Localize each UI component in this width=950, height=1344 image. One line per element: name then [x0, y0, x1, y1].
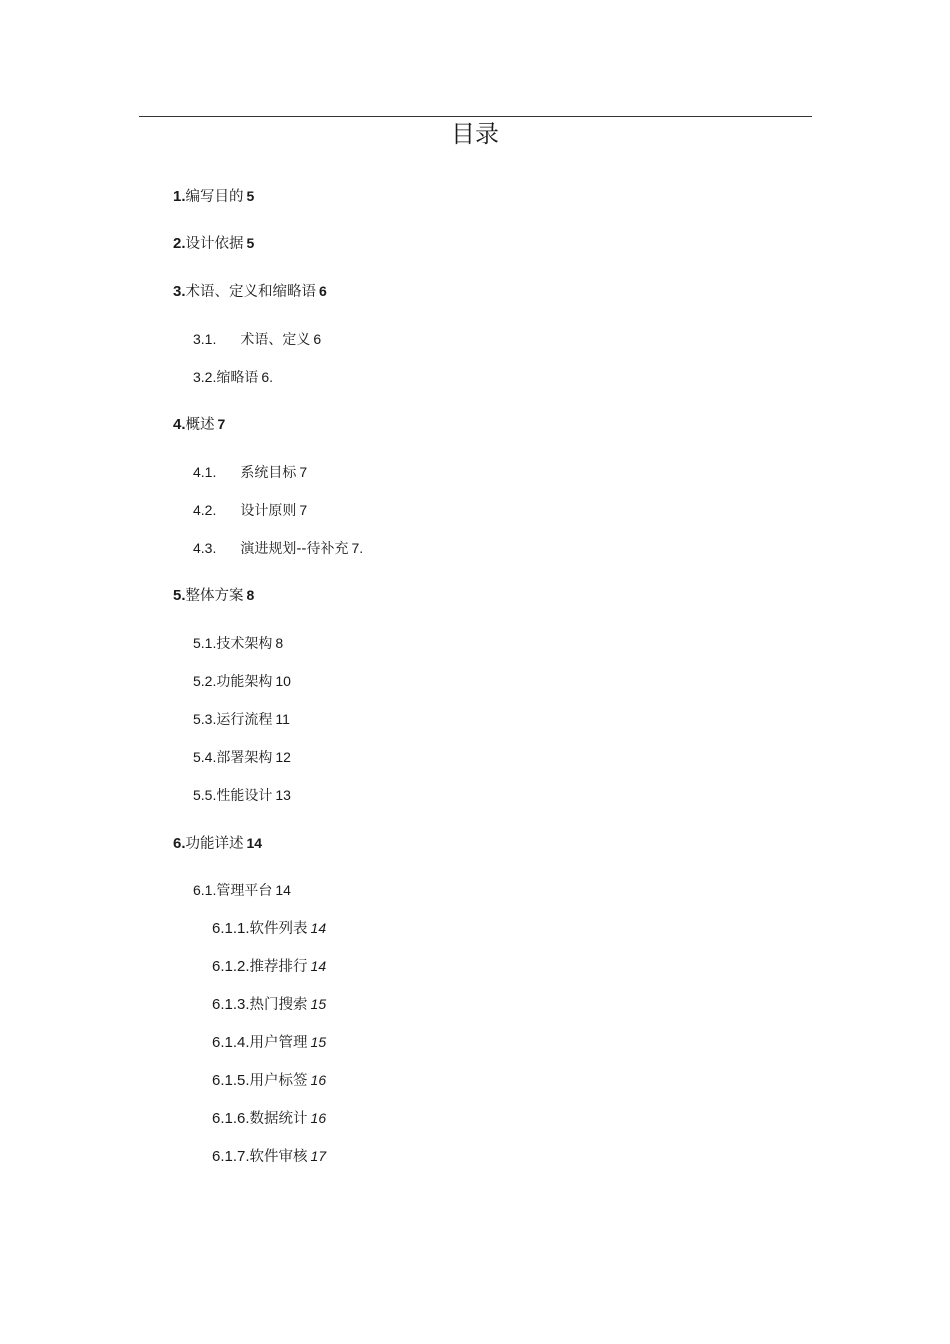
toc-page: 7	[217, 416, 226, 432]
toc-page: 16	[310, 1110, 327, 1126]
toc-page: 6	[319, 283, 327, 299]
toc-number: 6.1.	[193, 882, 217, 898]
toc-entry-5-4[interactable]	[193, 747, 291, 768]
toc-text: 推荐排行	[249, 959, 308, 975]
toc-number: 6.1.2.	[212, 958, 250, 975]
toc-number: 4.2.	[193, 502, 217, 518]
toc-text: 用户标签	[249, 1073, 308, 1089]
header-rule	[139, 116, 812, 117]
toc-text: 性能设计	[216, 788, 273, 804]
toc-number: 6.1.6.	[212, 1110, 250, 1127]
toc-page: 10	[275, 673, 291, 689]
toc-page: 14	[310, 958, 327, 974]
toc-number: 2.	[173, 235, 186, 252]
toc-entry-5-3[interactable]	[193, 709, 290, 730]
toc-number: 6.1.1.	[212, 920, 250, 937]
toc-entry-6-1-4[interactable]	[212, 1032, 326, 1053]
toc-text: 数据统计	[249, 1111, 308, 1127]
toc-text: 管理平台	[216, 883, 273, 899]
toc-text: 技术架构	[216, 636, 273, 652]
toc-page: 7	[299, 502, 308, 518]
toc-text: 热门搜索	[249, 997, 308, 1013]
toc-number: 3.	[173, 283, 186, 300]
toc-number: 6.1.5.	[212, 1072, 250, 1089]
toc-number: 5.4.	[193, 749, 217, 765]
toc-page: 12	[275, 749, 291, 765]
toc-page: 14	[246, 835, 263, 851]
toc-entry-6-1-3[interactable]	[212, 994, 326, 1015]
toc-entry-2[interactable]	[173, 233, 254, 254]
toc-entry-6-1[interactable]	[193, 880, 291, 901]
toc-entry-3[interactable]	[173, 281, 327, 302]
toc-text: 术语、定义	[240, 332, 311, 348]
toc-entry-6-1-5[interactable]	[212, 1070, 326, 1091]
toc-entry-6-1-7[interactable]	[212, 1146, 326, 1167]
toc-number: 5.1.	[193, 635, 217, 651]
toc-text: 软件列表	[249, 921, 308, 937]
toc-text: 运行流程	[216, 712, 273, 728]
toc-entry-4[interactable]	[173, 414, 225, 435]
toc-text: 整体方案	[185, 588, 244, 604]
toc-page: 13	[275, 787, 291, 803]
toc-text: 部署架构	[216, 750, 273, 766]
page-title: 目录	[451, 120, 499, 148]
toc-entry-5-1[interactable]	[193, 633, 283, 654]
toc-number: 5.	[173, 587, 186, 604]
toc-text: 编写目的	[185, 189, 244, 205]
toc-number: 6.	[173, 835, 186, 852]
toc-page: 11	[275, 711, 290, 727]
toc-page: 8	[246, 587, 255, 603]
toc-number: 3.1.	[193, 331, 217, 347]
toc-text: 概述	[185, 417, 215, 433]
toc-page: 5	[246, 188, 255, 204]
toc-entry-5-5[interactable]	[193, 785, 291, 806]
toc-entry-4-3[interactable]	[193, 538, 363, 559]
toc-entry-4-1[interactable]	[193, 462, 307, 483]
toc-page: 6.	[261, 369, 274, 385]
toc-entry-6[interactable]	[173, 833, 262, 854]
toc-text: 系统目标	[240, 465, 297, 481]
toc-number: 5.5.	[193, 787, 217, 803]
toc-page: 15	[310, 1034, 327, 1050]
toc-page: 14	[310, 920, 327, 936]
toc-number: 6.1.3.	[212, 996, 250, 1013]
toc-page: 14	[275, 882, 291, 898]
toc-page: 7.	[351, 540, 364, 556]
toc-number: 6.1.7.	[212, 1148, 250, 1165]
toc-number: 5.2.	[193, 673, 217, 689]
toc-entry-1[interactable]	[173, 186, 254, 207]
toc-text: 软件审核	[249, 1149, 308, 1165]
toc-text: 演进规划--待补充	[240, 541, 349, 557]
toc-entry-6-1-6[interactable]	[212, 1108, 326, 1129]
toc-entry-5[interactable]	[173, 585, 254, 606]
toc-entry-6-1-2[interactable]	[212, 956, 326, 977]
toc-text: 用户管理	[249, 1035, 308, 1051]
toc-text: 术语、定义和缩略语	[185, 284, 317, 300]
toc-entry-3-2[interactable]	[193, 367, 273, 388]
toc-entry-3-1[interactable]	[193, 329, 321, 350]
toc-entry-5-2[interactable]	[193, 671, 291, 692]
toc-entry-4-2[interactable]	[193, 500, 307, 521]
toc-number: 5.3.	[193, 711, 217, 727]
toc-entry-6-1-1[interactable]	[212, 918, 326, 939]
toc-text: 功能架构	[216, 674, 273, 690]
toc-page: 16	[310, 1072, 327, 1088]
toc-text: 功能详述	[185, 836, 244, 852]
toc-page: 6	[313, 331, 322, 347]
toc-number: 4.3.	[193, 540, 217, 556]
toc-text: 设计依据	[185, 236, 244, 252]
toc-page: 8	[275, 635, 284, 651]
toc-number: 4.	[173, 416, 186, 433]
toc-number: 3.2.	[193, 369, 217, 385]
toc-text: 缩略语	[216, 370, 259, 386]
toc-number: 6.1.4.	[212, 1034, 250, 1051]
toc-page: 15	[310, 996, 327, 1012]
toc-page: 7	[299, 464, 308, 480]
toc-page: 5	[246, 235, 255, 251]
toc-text: 设计原则	[240, 503, 297, 519]
toc-page: 17	[310, 1148, 327, 1164]
toc-number: 4.1.	[193, 464, 217, 480]
toc-number: 1.	[173, 188, 186, 205]
